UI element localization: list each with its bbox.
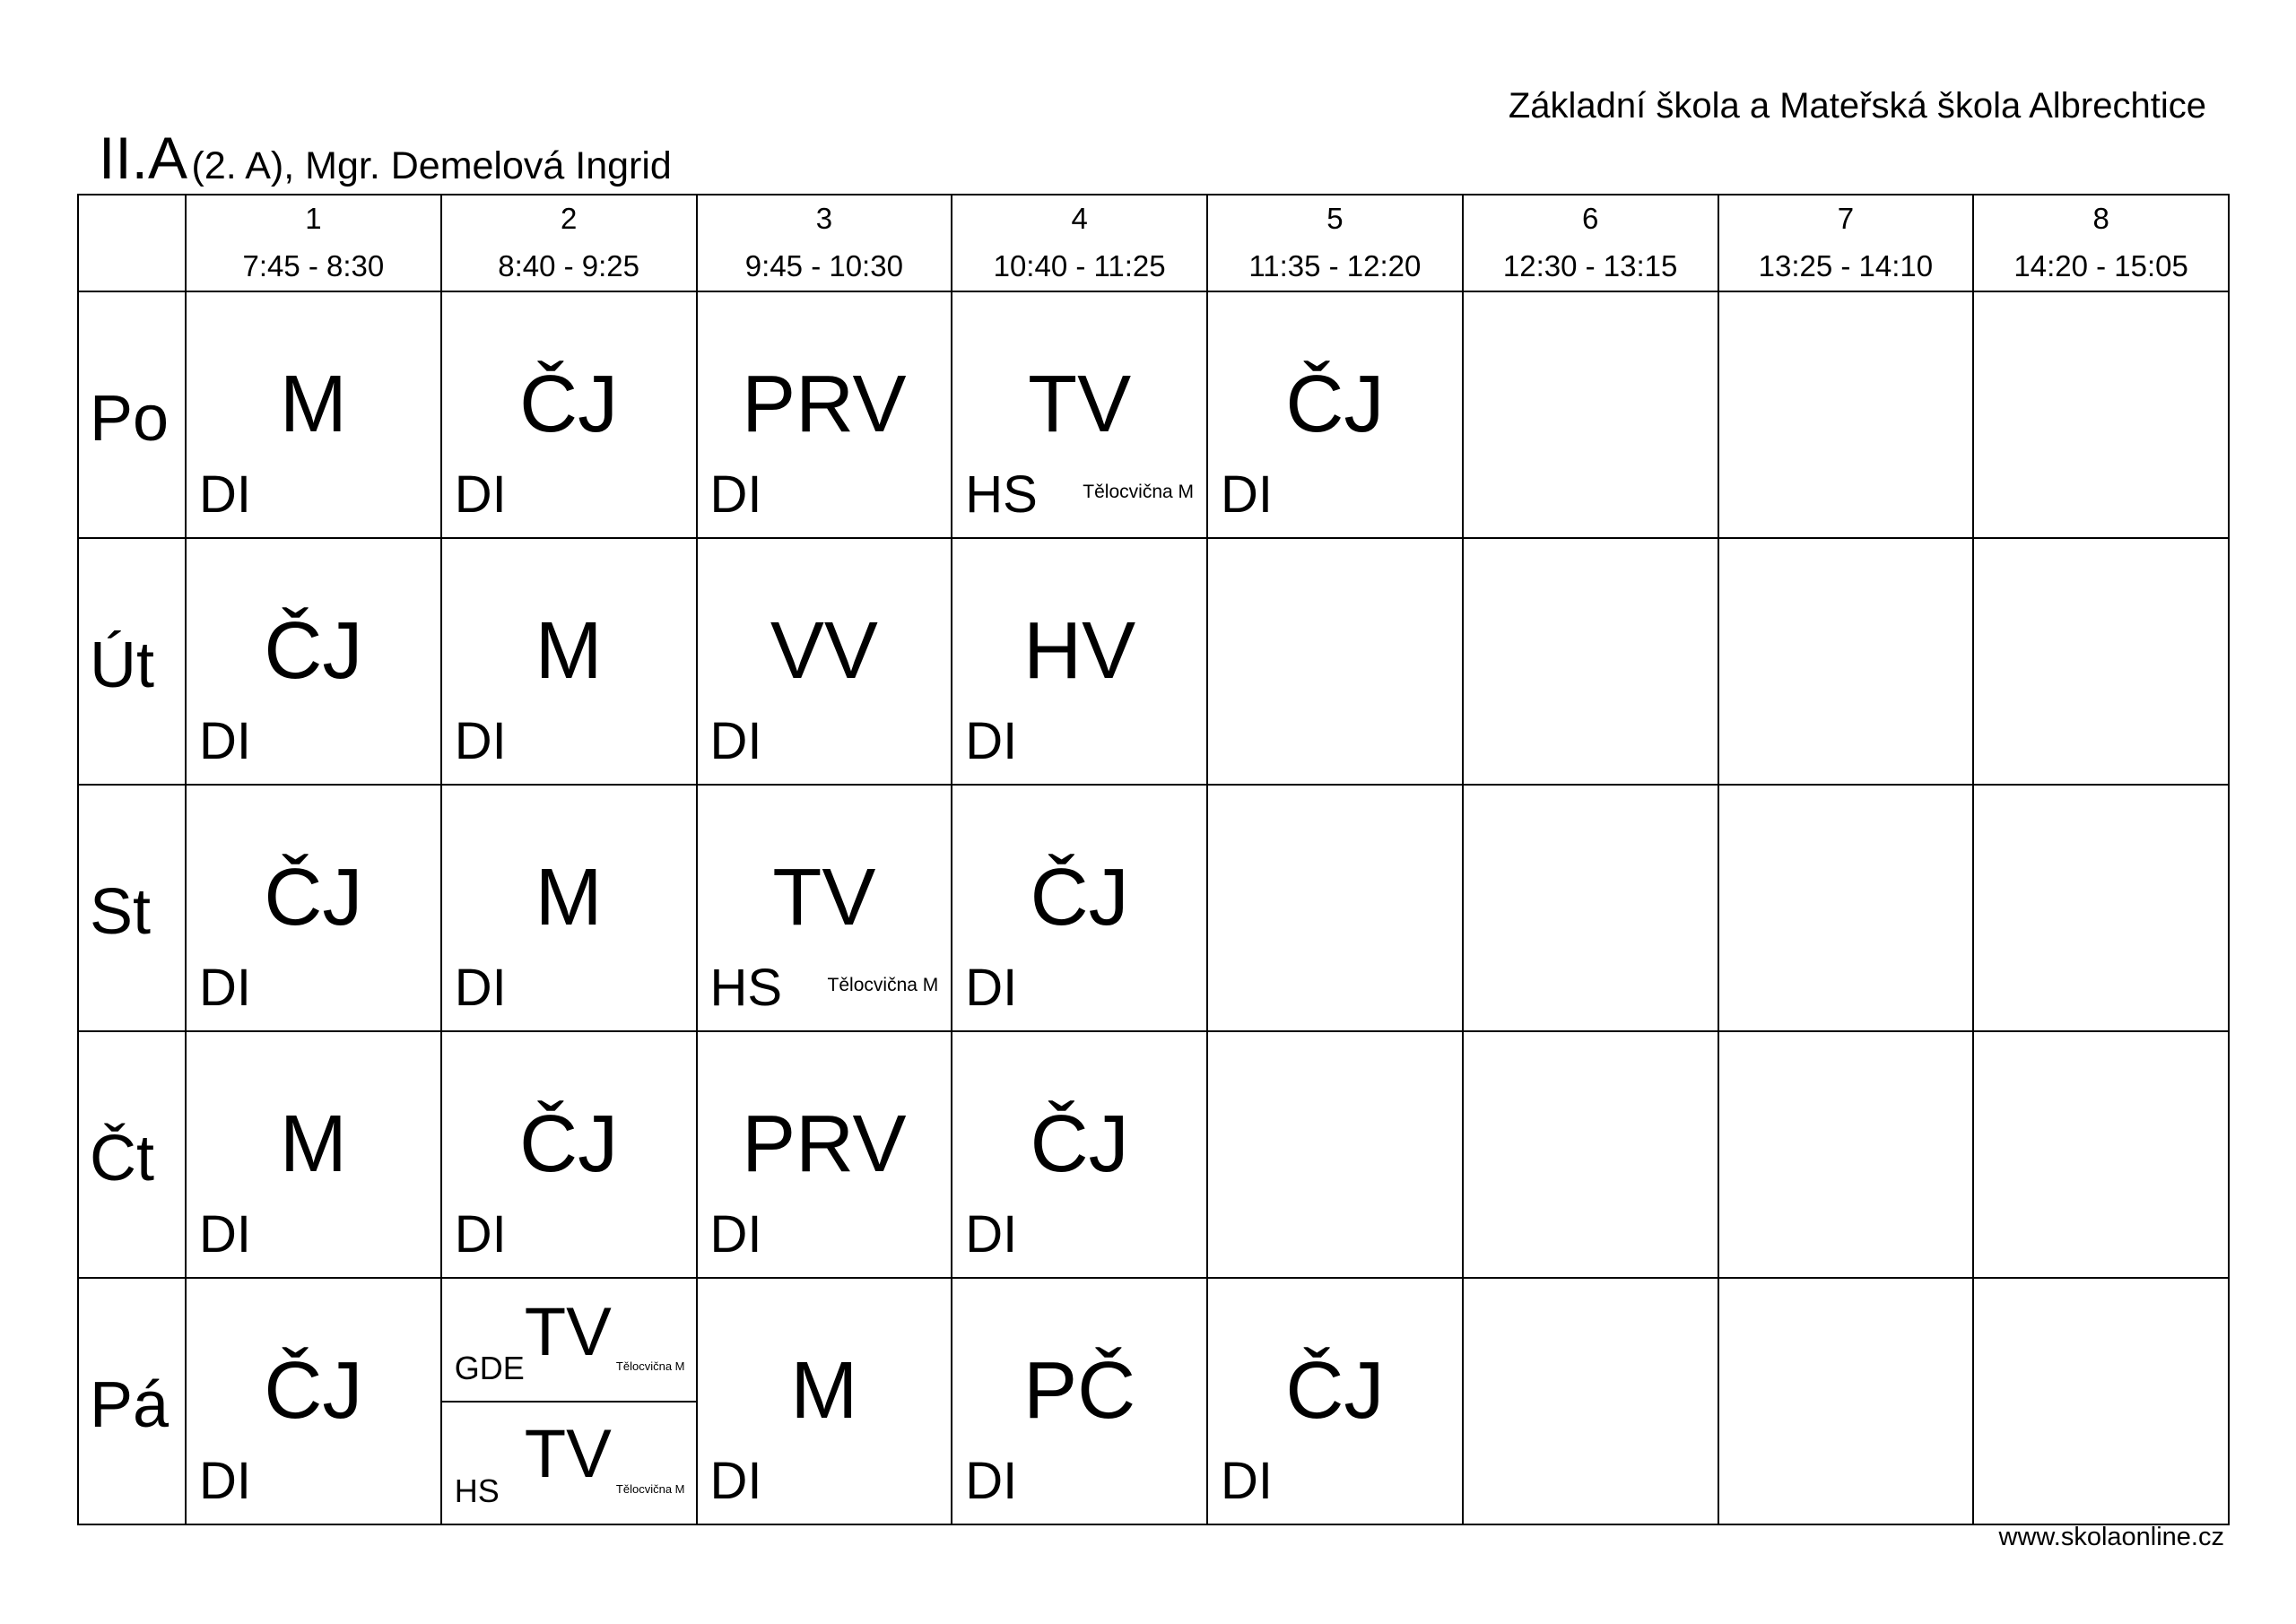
period-header: [186, 195, 441, 291]
day-name: Čt: [90, 1122, 154, 1194]
lesson-cell: [186, 538, 441, 785]
lesson-room: Tělocvična M: [1083, 481, 1194, 502]
lesson-cell: [697, 1031, 952, 1278]
lesson-teacher: DI: [1221, 465, 1273, 524]
lesson-cell: [697, 538, 952, 785]
lesson-room: Tělocvična M: [615, 1481, 685, 1496]
lesson-group: [442, 1401, 696, 1524]
day-name-cell: [78, 291, 186, 538]
lesson-teacher: DI: [454, 465, 507, 524]
class-code: II.A: [99, 125, 188, 191]
lesson-teacher: DI: [965, 958, 1018, 1017]
day-row: [78, 1278, 2229, 1524]
period-number: 2: [560, 202, 578, 235]
empty-cell: [1718, 785, 1974, 1031]
period-number: 8: [2092, 202, 2109, 235]
empty-cell: [1718, 291, 1974, 538]
period-header: [1463, 195, 1718, 291]
lesson-cell: [186, 1031, 441, 1278]
day-name-cell: [78, 1278, 186, 1524]
class-info: (2. A), Mgr. Demelová Ingrid: [191, 144, 672, 187]
class-title: [99, 124, 672, 192]
lesson-cell: [441, 538, 697, 785]
period-time: 11:35 - 12:20: [1248, 248, 1422, 282]
lesson-teacher: GDE: [454, 1350, 525, 1387]
period-header: [952, 195, 1207, 291]
period-number: 7: [1837, 202, 1855, 235]
lesson-subject: M: [279, 359, 347, 449]
lesson-teacher: DI: [454, 1204, 507, 1264]
period-time: 10:40 - 11:25: [993, 248, 1166, 282]
lesson-cell: [186, 1278, 441, 1524]
day-row: [78, 291, 2229, 538]
day-name-cell: [78, 538, 186, 785]
empty-cell: [1207, 785, 1463, 1031]
footer-url: www.skolaonline.cz: [1998, 1523, 2224, 1551]
lesson-teacher: DI: [709, 465, 762, 524]
lesson-subject: ČJ: [1030, 1099, 1129, 1189]
lesson-cell: [697, 785, 952, 1031]
period-number: 3: [815, 202, 833, 235]
lesson-cell: [952, 538, 1207, 785]
lesson-cell: [1207, 1278, 1463, 1524]
lesson-subject: PRV: [742, 359, 907, 449]
lesson-subject: M: [790, 1345, 858, 1436]
lesson-subject: ČJ: [519, 1099, 619, 1189]
lesson-cell: [441, 1031, 697, 1278]
lesson-teacher: HS: [709, 958, 783, 1017]
lesson-cell: [697, 1278, 952, 1524]
period-header: [1973, 195, 2229, 291]
period-header: [1718, 195, 1974, 291]
lesson-teacher: DI: [454, 711, 507, 770]
lesson-subject: HV: [1023, 605, 1136, 696]
period-time: 9:45 - 10:30: [744, 248, 903, 282]
period-time: 8:40 - 9:25: [498, 248, 640, 282]
period-header: [1207, 195, 1463, 291]
lesson-subject: ČJ: [1030, 852, 1129, 942]
lesson-teacher: DI: [965, 711, 1018, 770]
school-name: Základní škola a Mateřská škola Albrechtice: [1508, 86, 2206, 126]
empty-cell: [1718, 1031, 1974, 1278]
period-time: 14:20 - 15:05: [2013, 248, 2188, 282]
empty-cell: [1463, 291, 1718, 538]
period-time: 13:25 - 14:10: [1758, 248, 1934, 282]
lesson-teacher: DI: [199, 1451, 251, 1510]
empty-cell: [1718, 538, 1974, 785]
day-name: Pá: [90, 1368, 170, 1441]
lesson-teacher: HS: [454, 1472, 500, 1509]
lesson-subject: PRV: [742, 1099, 907, 1189]
period-header: [441, 195, 697, 291]
lesson-teacher: DI: [709, 711, 762, 770]
empty-cell: [1718, 1278, 1974, 1524]
lesson-subject: M: [535, 852, 603, 942]
day-name-cell: [78, 785, 186, 1031]
day-name: Út: [90, 629, 154, 701]
empty-cell: [1973, 1031, 2229, 1278]
empty-cell: [1463, 785, 1718, 1031]
empty-cell: [1463, 538, 1718, 785]
day-name: Po: [90, 382, 170, 455]
period-number: 1: [305, 202, 322, 235]
empty-cell: [1207, 538, 1463, 785]
lesson-cell: [952, 785, 1207, 1031]
lesson-cell: [952, 1031, 1207, 1278]
lesson-teacher: DI: [199, 711, 251, 770]
lesson-room: Tělocvična M: [615, 1359, 685, 1374]
empty-cell: [1973, 1278, 2229, 1524]
lesson-cell: [697, 291, 952, 538]
day-row: [78, 538, 2229, 785]
lesson-cell: [952, 1278, 1207, 1524]
header-row: [78, 195, 2229, 291]
lesson-cell: [1207, 291, 1463, 538]
lesson-teacher: DI: [199, 958, 251, 1017]
lesson-cell: [441, 291, 697, 538]
period-header: [697, 195, 952, 291]
lesson-subject: ČJ: [1285, 1345, 1385, 1436]
lesson-cell: [441, 785, 697, 1031]
lesson-subject: ČJ: [264, 852, 363, 942]
lesson-subject: TV: [524, 1416, 612, 1493]
lesson-room: Tělocvična M: [827, 974, 939, 995]
lesson-teacher: DI: [709, 1451, 762, 1510]
lesson-subject: VV: [770, 605, 878, 696]
period-time: 7:45 - 8:30: [242, 248, 385, 282]
lesson-teacher: DI: [965, 1451, 1018, 1510]
lesson-cell: [186, 291, 441, 538]
lesson-teacher: DI: [709, 1204, 762, 1264]
lesson-subject: TV: [1028, 359, 1132, 449]
lesson-subject: TV: [772, 852, 876, 942]
lesson-cell-split: [441, 1278, 697, 1524]
lesson-teacher: DI: [199, 465, 251, 524]
period-number: 6: [1581, 202, 1599, 235]
period-number: 5: [1326, 202, 1344, 235]
period-number: 4: [1071, 202, 1088, 235]
lesson-teacher: DI: [965, 1204, 1018, 1264]
day-name-cell: [78, 1031, 186, 1278]
lesson-cell: [952, 291, 1207, 538]
day-row: [78, 1031, 2229, 1278]
empty-cell: [1463, 1031, 1718, 1278]
empty-cell: [1973, 538, 2229, 785]
day-row: [78, 785, 2229, 1031]
lesson-group: [442, 1279, 696, 1403]
corner-cell: [78, 195, 186, 291]
empty-cell: [1973, 291, 2229, 538]
lesson-subject: ČJ: [1285, 359, 1385, 449]
empty-cell: [1207, 1031, 1463, 1278]
lesson-subject: ČJ: [519, 359, 619, 449]
lesson-teacher: DI: [454, 958, 507, 1017]
lesson-subject: ČJ: [264, 605, 363, 696]
day-name: St: [90, 875, 152, 948]
lesson-subject: M: [279, 1099, 347, 1189]
lesson-subject: M: [535, 605, 603, 696]
lesson-subject: ČJ: [264, 1345, 363, 1436]
timetable: [77, 194, 2230, 1525]
lesson-teacher: DI: [199, 1204, 251, 1264]
empty-cell: [1463, 1278, 1718, 1524]
lesson-teacher: HS: [965, 465, 1038, 524]
lesson-subject: TV: [524, 1293, 612, 1370]
period-time: 12:30 - 13:15: [1502, 248, 1678, 282]
lesson-teacher: DI: [1221, 1451, 1273, 1510]
lesson-cell: [186, 785, 441, 1031]
empty-cell: [1973, 785, 2229, 1031]
lesson-subject: PČ: [1023, 1345, 1136, 1436]
